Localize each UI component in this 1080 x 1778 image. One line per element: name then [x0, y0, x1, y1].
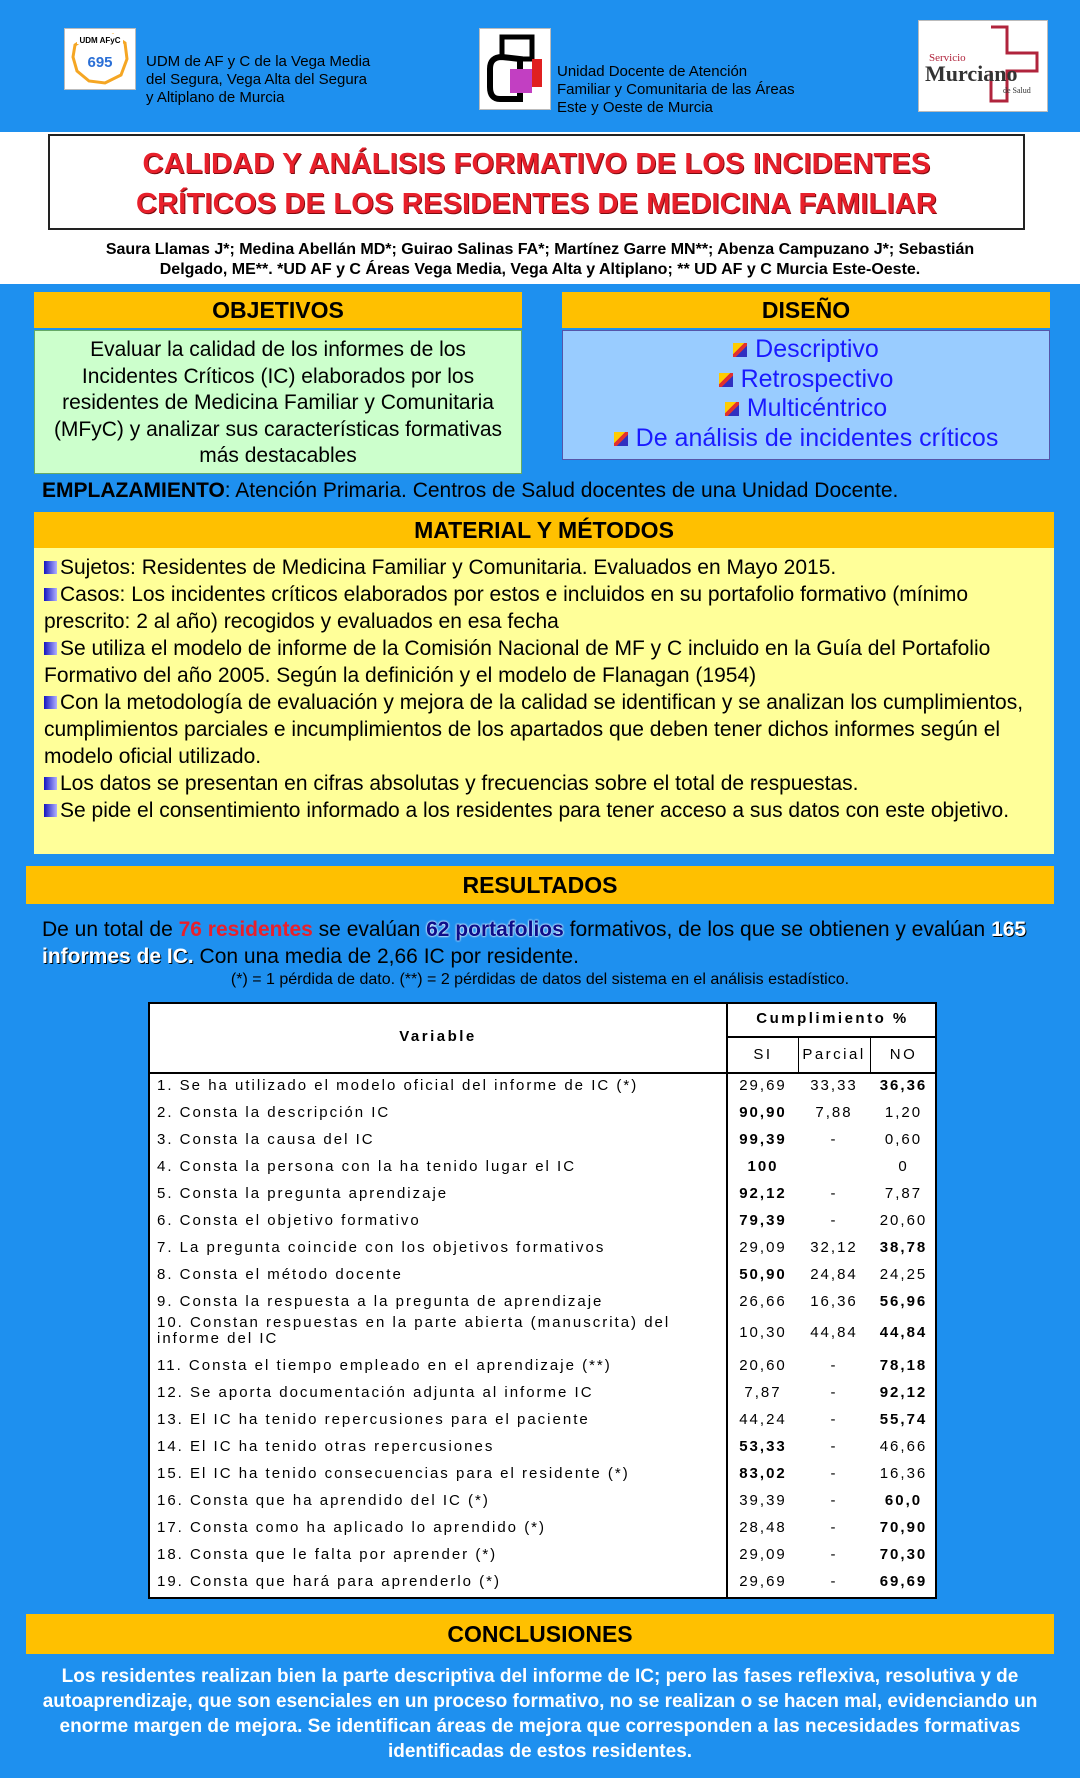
cell-no: 56,96	[879, 1293, 928, 1310]
cell-parcial: 32,12	[810, 1239, 858, 1256]
cell-parcial: -	[830, 1212, 838, 1229]
authors-line-1: Saura Llamas J*; Medina Abellán MD*; Guirao Salinas FA*; Martínez Garre MN**; Abenza Campuzano J*; Sebastián	[105, 241, 975, 258]
resultados-note: (*) = 1 pérdida de dato. (**) = 2 pérdidas de datos del sistema en el análisis estadístico.	[230, 971, 850, 988]
cell-no: 70,90	[879, 1519, 928, 1536]
row-variable: 4. Consta la persona con la ha tenido lugar el IC	[157, 1158, 577, 1175]
cell-no: 69,69	[879, 1573, 928, 1590]
cell-no: 46,66	[879, 1438, 928, 1455]
row-variable: 8. Consta el método docente	[157, 1266, 403, 1283]
cell-si: 28,48	[739, 1519, 787, 1536]
ud-logo	[479, 28, 551, 110]
cell-si: 29,69	[739, 1077, 787, 1094]
cell-si: 92,12	[739, 1185, 787, 1202]
diseno-item	[567, 335, 1045, 365]
row-variable: 2. Consta la descripción IC	[157, 1104, 391, 1121]
table-row	[150, 1290, 935, 1317]
diseno-item	[567, 365, 1045, 395]
cell-no: 36,36	[879, 1077, 928, 1094]
cell-si: 90,90	[739, 1104, 787, 1121]
row-variable: 9. Consta la respuesta a la pregunta de aprendizaje	[157, 1293, 604, 1310]
diseno-item	[567, 394, 1045, 424]
row-variable: 19. Consta que hará para aprenderlo (*)	[157, 1573, 502, 1590]
conclusiones-text: Los residentes realizan bien la parte descriptiva del informe de IC; pero las fases reflexiva, resolutiva y de autoaprendizaje, que son esenciales en un proceso formativo, no se realizan o se hacen mal, evidenciando un enorme margen de mejora. Se identifican áreas de mejora que corresponden a las necesidades formativas identificadas de estos residentes.	[42, 1666, 1038, 1762]
row-variable: 15. El IC ha tenido consecuencias para el residente (*)	[157, 1465, 630, 1482]
resultados-text: se evalúan	[312, 918, 427, 941]
emplazamiento	[42, 478, 898, 504]
row-variable: 12. Se aporta documentación adjunta al informe IC	[157, 1384, 594, 1401]
cell-parcial: -	[830, 1384, 838, 1401]
cell-no: 16,36	[879, 1465, 928, 1482]
row-variable: 1. Se ha utilizado el modelo oficial del informe de IC (*)	[157, 1077, 639, 1094]
cell-parcial: -	[830, 1411, 838, 1428]
arrow-bullet-icon	[719, 373, 733, 387]
sms-logo-top: Servicio	[929, 52, 966, 64]
cell-si: 44,24	[739, 1411, 787, 1428]
cell-no: 92,12	[879, 1384, 928, 1401]
row-variable: 5. Consta la pregunta aprendizaje	[157, 1185, 449, 1202]
cell-si: 29,69	[739, 1573, 787, 1590]
sms-logo	[918, 20, 1048, 112]
arrow-bullet-icon	[733, 343, 747, 357]
cell-no: 60,0	[884, 1492, 923, 1509]
diseno-heading: DISEÑO	[562, 292, 1050, 328]
cell-si: 83,02	[739, 1465, 787, 1482]
cell-si: 39,39	[739, 1492, 787, 1509]
table-row	[150, 1408, 935, 1435]
row-variable: 7. La pregunta coincide con los objetivos formativos	[157, 1239, 606, 1256]
table-row	[150, 1354, 935, 1381]
resultados-heading: RESULTADOS	[26, 866, 1054, 904]
diseno-item-label: De análisis de incidentes críticos	[635, 423, 999, 452]
table-row	[150, 1155, 935, 1182]
arrow-bullet-icon	[725, 402, 739, 416]
table-row	[150, 1182, 935, 1209]
table-row	[150, 1101, 935, 1128]
table-row	[150, 1236, 935, 1263]
table-row	[150, 1263, 935, 1290]
cell-parcial: -	[830, 1492, 838, 1509]
cell-no: 78,18	[879, 1357, 928, 1374]
udm-logo-number: 695	[87, 54, 113, 71]
diseno-item-label: Descriptivo	[755, 335, 879, 363]
emplazamiento-text: : Atención Primaria. Centros de Salud docentes de una Unidad Docente.	[224, 479, 899, 502]
title-line-1: CALIDAD Y ANÁLISIS FORMATIVO DE LOS INCIDENTES	[142, 148, 931, 180]
diseno-item-label: Retrospectivo	[740, 364, 894, 393]
cell-parcial: 24,84	[810, 1266, 858, 1283]
cell-parcial: -	[830, 1438, 838, 1455]
cell-no: 38,78	[879, 1239, 928, 1256]
row-variable: 13. El IC ha tenido repercusiones para el paciente	[157, 1411, 590, 1428]
row-variable: 10. Constan respuestas en la parte abierta (manuscrita) del informe del IC	[157, 1314, 671, 1347]
ud-line: Unidad Docente de Atención	[557, 63, 748, 80]
udm-line: y Altiplano de Murcia	[146, 89, 285, 106]
cell-si: 79,39	[739, 1212, 787, 1229]
table-row	[150, 1570, 935, 1597]
material-item: Sujetos: Residentes de Medicina Familiar y Comunitaria. Evaluados en Mayo 2015.	[44, 554, 1044, 581]
emplazamiento-label: EMPLAZAMIENTO	[42, 479, 225, 502]
cell-parcial: -	[830, 1573, 838, 1590]
cell-parcial: 33,33	[810, 1077, 858, 1094]
diseno-item	[567, 424, 1045, 454]
cell-si: 29,09	[739, 1546, 787, 1563]
cell-si: 53,33	[739, 1438, 787, 1455]
resultados-text: Con una media de 2,66 IC por residente.	[193, 945, 579, 968]
row-variable: 16. Consta que ha aprendido del IC (*)	[157, 1492, 490, 1509]
portafolios-count: 62 portafolios	[426, 918, 564, 941]
cell-no: 7,87	[884, 1185, 923, 1202]
cell-si: 26,66	[739, 1293, 787, 1310]
ud-line: Familiar y Comunitaria de las Áreas	[557, 81, 795, 98]
cell-no: 44,84	[879, 1324, 928, 1341]
udm-logo-text: UDM AFyC	[79, 36, 121, 45]
table-row	[150, 1435, 935, 1462]
ud-line: Este y Oeste de Murcia	[557, 99, 713, 116]
residentes-count: 76 residentes	[178, 918, 313, 941]
cell-no: 70,30	[879, 1546, 928, 1563]
row-variable: 11. Consta el tiempo empleado en el aprendizaje (**)	[157, 1357, 612, 1374]
cell-parcial: -	[830, 1185, 838, 1202]
table-row	[150, 1314, 935, 1354]
cell-si: 7,87	[744, 1384, 782, 1401]
informes-count: 165 informes de IC.	[42, 918, 1027, 968]
row-variable: 14. El IC ha tenido otras repercusiones	[157, 1438, 495, 1455]
cell-si: 50,90	[739, 1266, 787, 1283]
cell-parcial: -	[830, 1131, 838, 1148]
cell-parcial: -	[830, 1546, 838, 1563]
sms-logo-main: Murciano	[925, 61, 1018, 86]
table-row	[150, 1489, 935, 1516]
udm-logo	[64, 28, 136, 90]
title-line-2: CRÍTICOS DE LOS RESIDENTES DE MEDICINA FAMILIAR	[135, 188, 938, 220]
cell-parcial: -	[830, 1465, 838, 1482]
arrow-bullet-icon	[614, 432, 628, 446]
resultados-text: De un total de	[42, 918, 179, 941]
col-parcial-header: Parcial	[802, 1046, 866, 1063]
cell-no: 55,74	[879, 1411, 928, 1428]
cell-si: 10,30	[739, 1324, 787, 1341]
udm-line: del Segura, Vega Alta del Segura	[146, 71, 368, 88]
resultados-text: formativos, de los que se obtienen y evalúan	[563, 918, 992, 941]
poster-title	[48, 134, 1025, 230]
row-variable: 6. Consta el objetivo formativo	[157, 1212, 421, 1229]
cell-parcial: -	[830, 1519, 838, 1536]
row-variable: 3. Consta la causa del IC	[157, 1131, 375, 1148]
ud-name	[557, 63, 795, 117]
objetivos-text: Evaluar la calidad de los informes de los Incidentes Críticos (IC) elaborados por los residentes de Medicina Familiar y Comunitaria (MFyC) y analizar sus características formativas más destacables	[34, 330, 522, 474]
table-row	[150, 1543, 935, 1570]
diseno-list	[562, 330, 1050, 460]
material-item: Con la metodología de evaluación y mejora de la calidad se identifican y se analizan los cumplimientos, cumplimientos parciales e incumplimientos de los apartados que deben tener dichos informes según el modelo oficial utilizado.	[44, 689, 1044, 770]
cell-no: 1,20	[884, 1104, 923, 1121]
table-row	[150, 1074, 935, 1101]
cell-parcial: 44,84	[810, 1324, 858, 1341]
table-row	[150, 1516, 935, 1543]
cell-si: 29,09	[739, 1239, 787, 1256]
results-table	[148, 1002, 937, 1599]
cell-parcial: -	[830, 1357, 838, 1374]
cell-parcial: 7,88	[815, 1104, 853, 1121]
col-si-header: SI	[753, 1046, 773, 1063]
col-no-header: NO	[889, 1046, 918, 1063]
cell-si: 99,39	[739, 1131, 787, 1148]
material-list	[34, 548, 1054, 854]
material-item: Se utiliza el modelo de informe de la Comisión Nacional de MF y C incluido en la Guía del Portafolio Formativo del año 2005. Según la definición y el modelo de Flanagan (1954)	[44, 635, 1044, 689]
cell-no: 0,60	[884, 1131, 923, 1148]
col-group-header: Cumplimiento %	[756, 1010, 909, 1027]
cell-no: 24,25	[879, 1266, 928, 1283]
table-subheader-line	[728, 1036, 937, 1038]
cell-no: 0	[898, 1158, 909, 1175]
material-item: Los datos se presentan en cifras absolutas y frecuencias sobre el total de respuestas.	[44, 770, 1044, 797]
table-row	[150, 1381, 935, 1408]
row-variable: 17. Consta como ha aplicado lo aprendido (*)	[157, 1519, 547, 1536]
conclusiones-heading: CONCLUSIONES	[26, 1614, 1054, 1654]
row-variable: 18. Consta que le falta por aprender (*)	[157, 1546, 498, 1563]
cell-si: 20,60	[739, 1357, 787, 1374]
material-item: Casos: Los incidentes críticos elaborados por estos e incluidos en su portafolio formativo (mínimo prescrito: 2 al año) recogidos y evaluados en esa fecha	[44, 581, 1044, 635]
cell-no: 20,60	[879, 1212, 928, 1229]
cell-parcial: 16,36	[810, 1293, 858, 1310]
resultados-summary	[42, 916, 1052, 970]
table-row	[150, 1462, 935, 1489]
material-item: Se pide el consentimiento informado a los residentes para tener acceso a sus datos con este objetivo.	[44, 797, 1044, 824]
diseno-item-label: Multicéntrico	[746, 394, 888, 422]
authors	[20, 240, 1060, 280]
col-variable-header: Variable	[399, 1028, 477, 1045]
cell-si: 100	[747, 1158, 779, 1175]
udm-line: UDM de AF y C de la Vega Media	[146, 53, 371, 70]
sms-logo-sub: de Salud	[1003, 86, 1031, 95]
table-row	[150, 1128, 935, 1155]
authors-line-2: Delgado, ME**. *UD AF y C Áreas Vega Media, Vega Alta y Altiplano; ** UD AF y C Murcia Este-Oeste.	[159, 261, 921, 278]
table-row	[150, 1209, 935, 1236]
udm-name	[146, 53, 370, 107]
material-heading: MATERIAL Y MÉTODOS	[34, 512, 1054, 548]
objetivos-heading: OBJETIVOS	[34, 292, 522, 328]
